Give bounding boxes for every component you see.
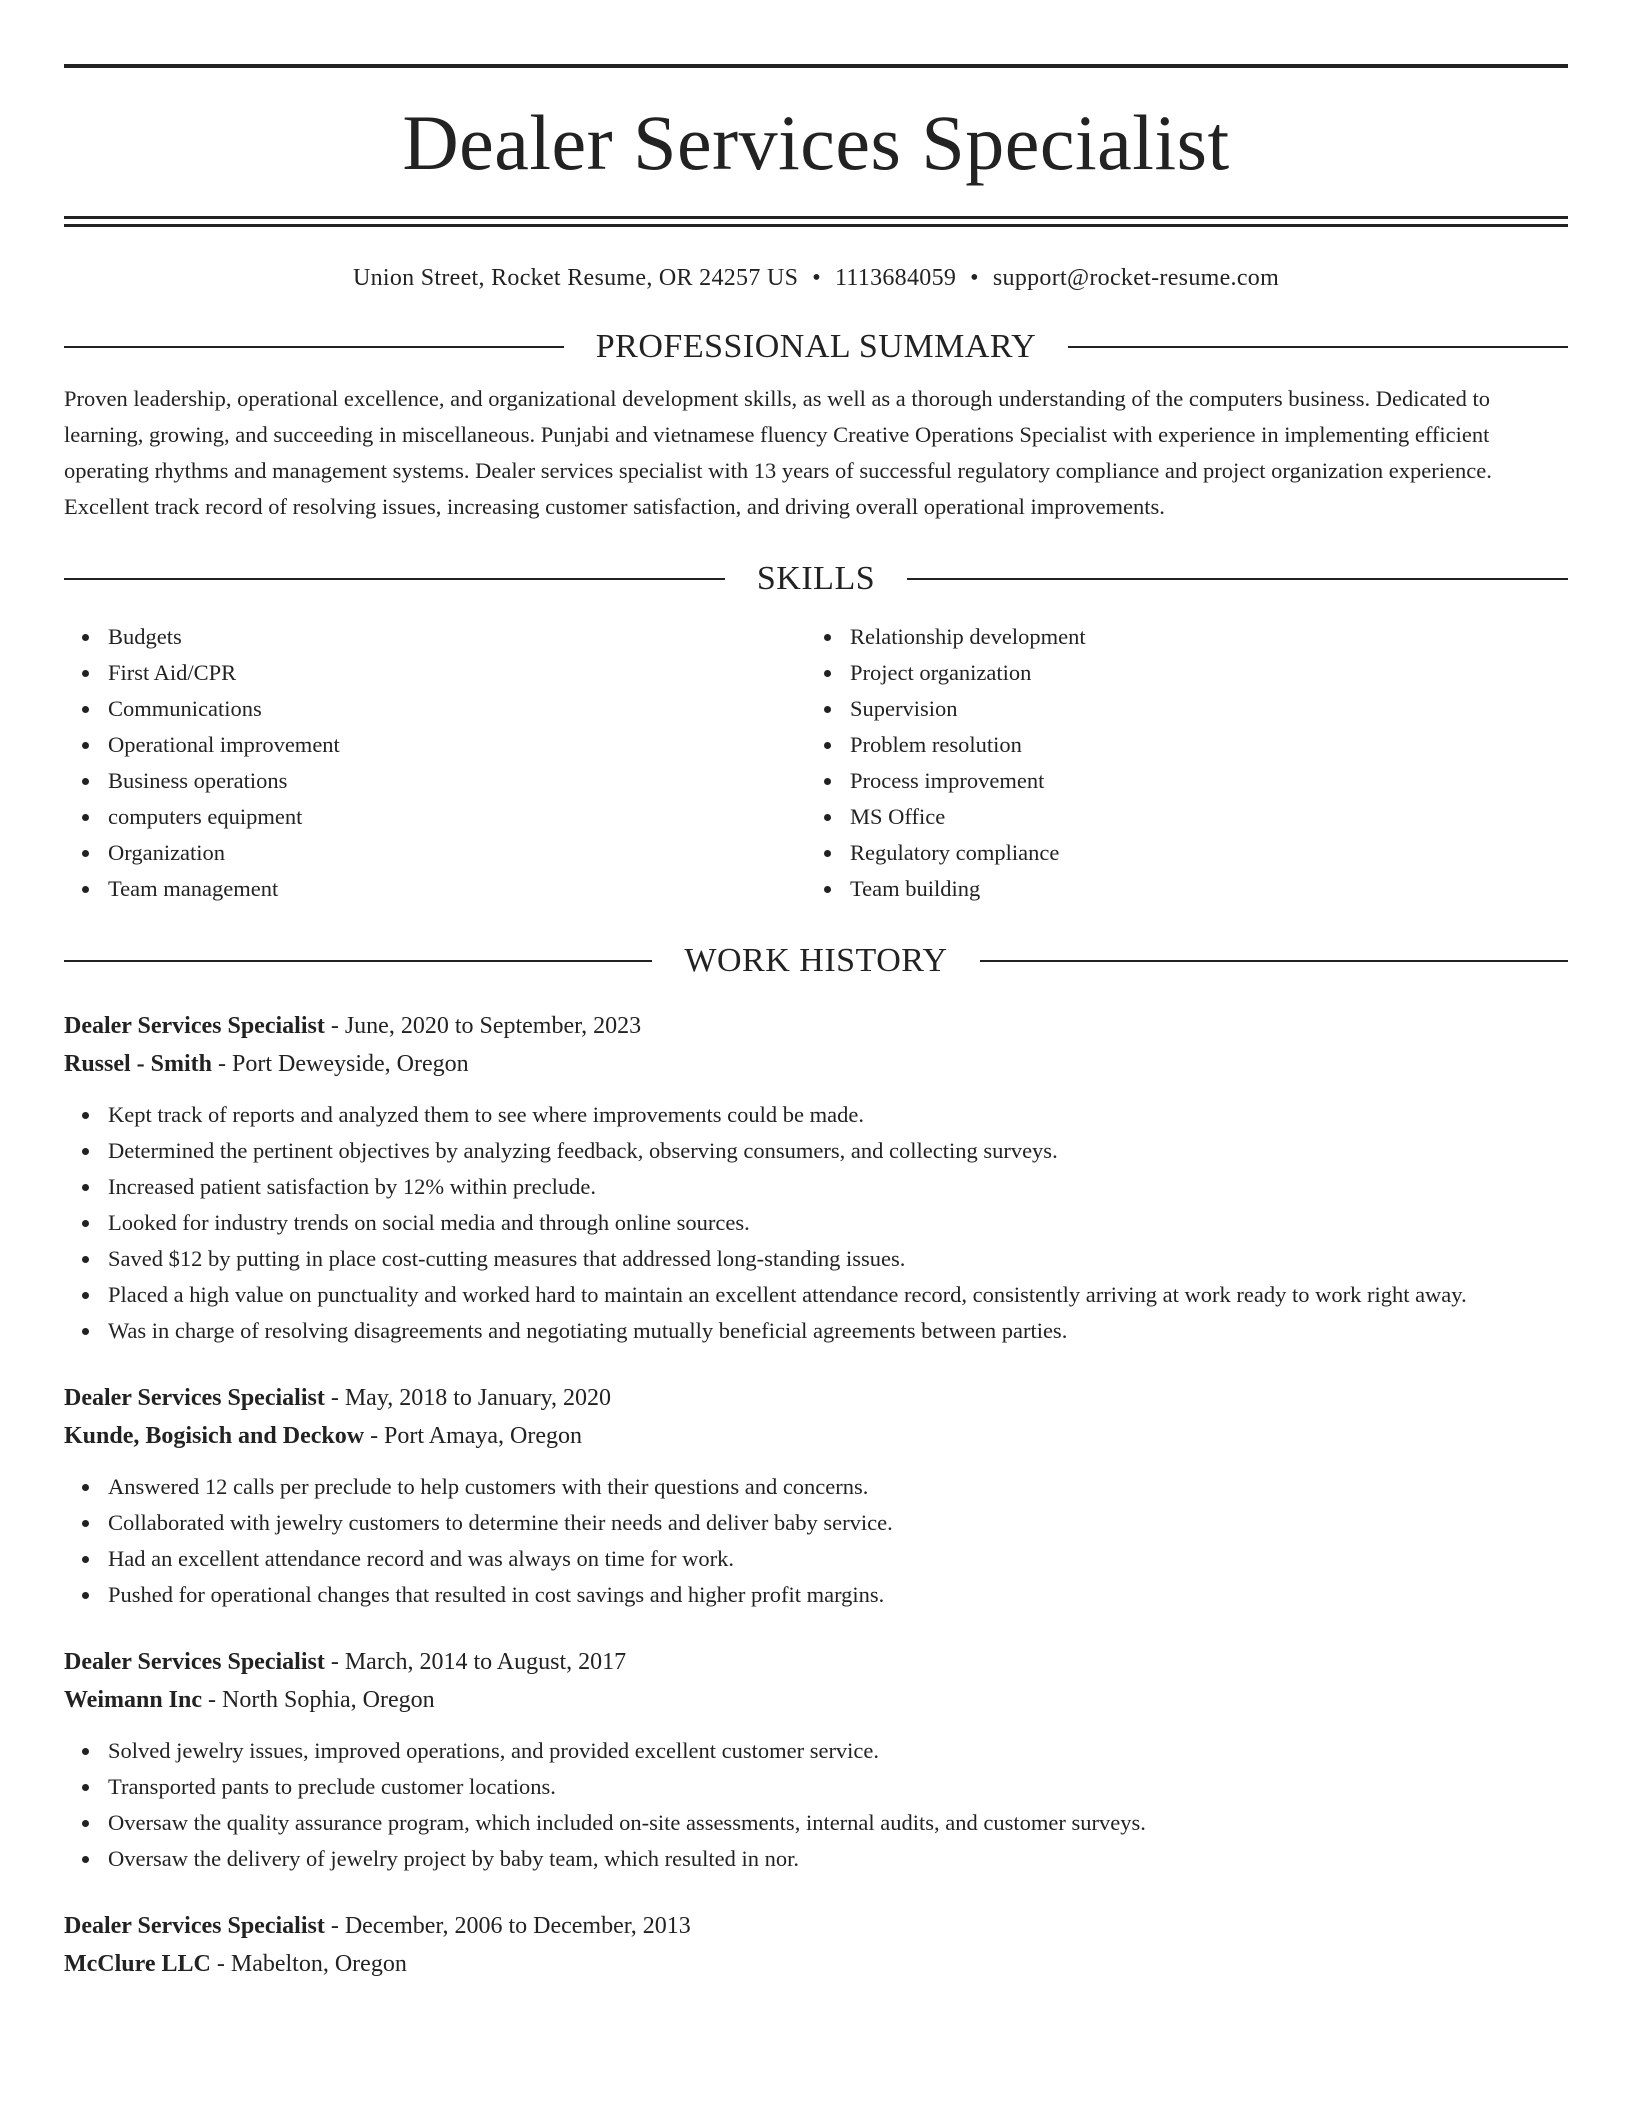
- resume-page: [64, 64, 1568, 1983]
- job-bullet: Increased patient satisfaction by 12% within preclude.: [108, 1169, 1568, 1205]
- job-role: Dealer Services Specialist: [64, 1013, 325, 1039]
- contact-separator: •: [812, 265, 821, 291]
- skill-item: Operational improvement: [108, 727, 806, 763]
- job-company: Russel - Smith: [64, 1051, 213, 1077]
- job-entry: [64, 1007, 1568, 1349]
- job-bullet: Pushed for operational changes that resulted in cost savings and higher profit margins.: [108, 1577, 1568, 1613]
- job-location: - Port Amaya, Oregon: [364, 1423, 583, 1449]
- double-rule: [64, 216, 1568, 227]
- skill-item: computers equipment: [108, 799, 806, 835]
- job-title-line: [64, 1379, 1568, 1417]
- summary-text: Proven leadership, operational excellence, and organizational development skills, as well as a thorough understanding of the computers business. Dedicated to learning, growing, and succeeding in miscellaneous. Punjabi and vietnamese fluency Creative Operations Specialist with experience in implementing efficient operating rhythms and management systems. Dealer services specialist with 13 years of successful regulatory compliance and project organization experience. Excellent track record of resolving issues, increasing customer satisfaction, and driving overall operational improvements.: [64, 386, 1492, 519]
- job-location: - Mabelton, Oregon: [210, 1951, 407, 1977]
- job-entry: [64, 1907, 1568, 1983]
- job-bullet: Determined the pertinent objectives by analyzing feedback, observing consumers, and collecting surveys.: [108, 1133, 1568, 1169]
- skill-item: First Aid/CPR: [108, 655, 806, 691]
- job-bullet: Answered 12 calls per preclude to help customers with their questions and concerns.: [108, 1469, 1568, 1505]
- work-section-header: [64, 941, 1568, 981]
- contact-line: [64, 263, 1568, 293]
- skill-item: Organization: [108, 835, 806, 871]
- skills-section-header: [64, 559, 1568, 599]
- job-role: Dealer Services Specialist: [64, 1913, 325, 1939]
- job-bullet: Had an excellent attendance record and was always on time for work.: [108, 1541, 1568, 1577]
- job-bullet: Placed a high value on punctuality and worked hard to maintain an excellent attendance record, consistently arriving at work ready to work right away.: [108, 1277, 1568, 1313]
- job-bullets: [64, 1469, 1568, 1613]
- work-heading: WORK HISTORY: [684, 942, 948, 979]
- skills-column-right: [806, 619, 1568, 907]
- job-bullet: Oversaw the delivery of jewelry project by baby team, which resulted in nor.: [108, 1841, 1568, 1877]
- job-dates: - March, 2014 to August, 2017: [324, 1649, 627, 1675]
- skill-item: Team building: [850, 871, 1568, 907]
- section-rule: [907, 578, 1568, 580]
- skills-heading: SKILLS: [756, 560, 876, 597]
- skill-item: Problem resolution: [850, 727, 1568, 763]
- skill-item: Communications: [108, 691, 806, 727]
- section-rule: [64, 960, 652, 962]
- contact-phone: 1113684059: [834, 265, 957, 291]
- job-location: - North Sophia, Oregon: [202, 1687, 435, 1713]
- skill-item: MS Office: [850, 799, 1568, 835]
- section-rule: [64, 578, 725, 580]
- job-bullet: Solved jewelry issues, improved operations, and provided excellent customer service.: [108, 1733, 1568, 1769]
- job-bullets: [64, 1733, 1568, 1877]
- job-bullet: Looked for industry trends on social media and through online sources.: [108, 1205, 1568, 1241]
- job-dates: - May, 2018 to January, 2020: [324, 1385, 611, 1411]
- section-rule: [64, 346, 564, 348]
- job-dates: - December, 2006 to December, 2013: [324, 1913, 691, 1939]
- job-bullet: Collaborated with jewelry customers to determine their needs and deliver baby service.: [108, 1505, 1568, 1541]
- job-location: - Port Deweyside, Oregon: [212, 1051, 469, 1077]
- summary-section-header: [64, 327, 1568, 367]
- skill-item: Project organization: [850, 655, 1568, 691]
- skill-item: Team management: [108, 871, 806, 907]
- job-bullet: Oversaw the quality assurance program, which included on-site assessments, internal audits, and customer surveys.: [108, 1805, 1568, 1841]
- skill-item: Process improvement: [850, 763, 1568, 799]
- skill-item: Business operations: [108, 763, 806, 799]
- job-bullet: Saved $12 by putting in place cost-cutting measures that addressed long-standing issues.: [108, 1241, 1568, 1277]
- job-role: Dealer Services Specialist: [64, 1385, 325, 1411]
- job-company-line: [64, 1681, 1568, 1719]
- job-entry: [64, 1643, 1568, 1877]
- job-bullet: Transported pants to preclude customer locations.: [108, 1769, 1568, 1805]
- job-title-line: [64, 1907, 1568, 1945]
- skill-item: Supervision: [850, 691, 1568, 727]
- skill-item: Relationship development: [850, 619, 1568, 655]
- resume-title: Dealer Services Specialist: [402, 99, 1230, 186]
- skills-column-left: [64, 619, 806, 907]
- job-title-line: [64, 1007, 1568, 1045]
- skill-item: Budgets: [108, 619, 806, 655]
- job-company-line: [64, 1417, 1568, 1455]
- job-company: Kunde, Bogisich and Deckow: [64, 1423, 365, 1449]
- job-company-line: [64, 1945, 1568, 1983]
- job-company: McClure LLC: [64, 1951, 211, 1977]
- section-rule: [980, 960, 1568, 962]
- job-company: Weimann Inc: [64, 1687, 203, 1713]
- contact-email: support@rocket-resume.com: [992, 265, 1280, 291]
- job-company-line: [64, 1045, 1568, 1083]
- skills-list: [64, 619, 1568, 907]
- summary-heading: PROFESSIONAL SUMMARY: [595, 328, 1037, 365]
- job-title-line: [64, 1643, 1568, 1681]
- job-dates: - June, 2020 to September, 2023: [324, 1013, 642, 1039]
- section-rule: [1068, 346, 1568, 348]
- job-bullet: Was in charge of resolving disagreements and negotiating mutually beneficial agreements between parties.: [108, 1313, 1568, 1349]
- contact-address: Union Street, Rocket Resume, OR 24257 US: [352, 265, 799, 291]
- job-role: Dealer Services Specialist: [64, 1649, 325, 1675]
- job-entry: [64, 1379, 1568, 1613]
- skill-item: Regulatory compliance: [850, 835, 1568, 871]
- job-bullet: Kept track of reports and analyzed them to see where improvements could be made.: [108, 1097, 1568, 1133]
- job-bullets: [64, 1097, 1568, 1349]
- contact-separator: •: [970, 265, 979, 291]
